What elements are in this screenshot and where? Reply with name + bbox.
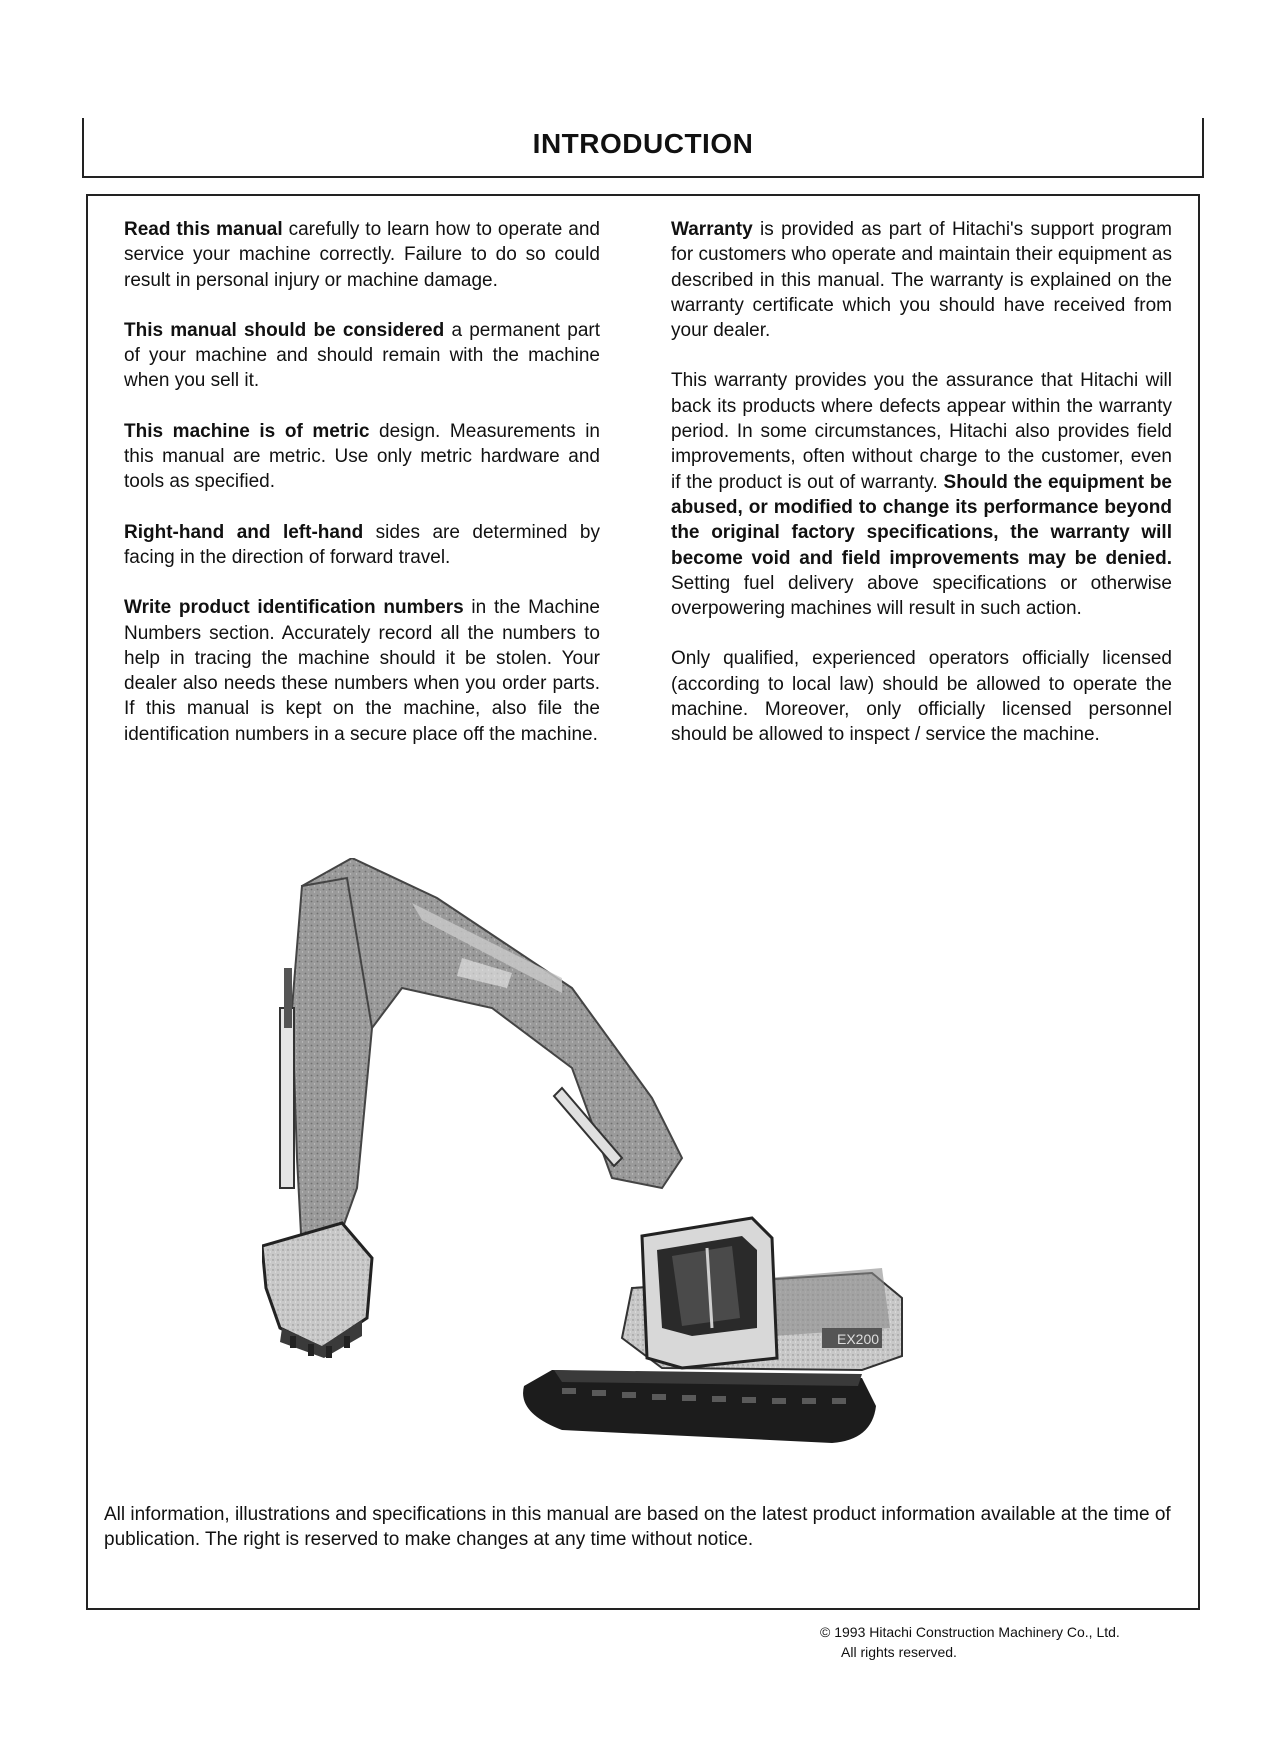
paragraph-qualified-operators: Only qualified, experienced operators officially licensed (according to local law) should be allowed to operate the machine. Moreover, only officially licensed personnel should be allowed to inspect / service the machine.: [671, 648, 1172, 746]
paragraph-warranty-assurance: This warranty provides you the assurance that Hitachi will back its products where defects appear within the warranty period. In some circumstances, Hitachi also provides field improvements, often without charge to the customer, even if the product is out of warranty. Should the equipment be abused, or modified to change its performance beyond the original factory specifications, the warranty will become void and field improvements may be denied. Setting fuel delivery above specifications or otherwise overpowering machines will result in such action.: [671, 370, 1172, 620]
paragraph-identification-numbers: Write product identification numbers in the Machine Numbers section. Accurately record all the numbers to help in tracing the machine should it be stolen. Your dealer also needs these numbers when you order parts. If this manual is kept on the machine, also file the identification numbers in a secure place off the machine.: [124, 597, 600, 745]
svg-text:EX200: EX200: [837, 1331, 880, 1347]
excavator-illustration: [262, 858, 1010, 1468]
disclaimer-footnote: All information, illustrations and specifications in this manual are based on the latest product information available at the time of publication. The right is reserved to make changes at any time without notice.: [104, 1504, 1171, 1550]
left-column: [124, 217, 600, 772]
paragraph-metric-design: This machine is of metric design. Measurements in this manual are metric. Use only metric hardware and tools as specified.: [124, 420, 600, 493]
copyright-notice: [820, 1622, 1200, 1662]
page-title: INTRODUCTION: [532, 128, 754, 159]
rights-reserved-line: All rights reserved.: [841, 1644, 957, 1660]
paragraph-permanent-part: This manual should be considered a permanent part of your machine and should remain with the machine when you sell it.: [124, 319, 601, 392]
paragraph-warranty: Warranty is provided as part of Hitachi's support program for customers who operate and maintain their equipment as described in this manual. The warranty is explained on the warranty certificate which you should have received from your dealer.: [671, 219, 1172, 342]
copyright-line: © 1993 Hitachi Construction Machinery Co., Ltd.: [820, 1624, 1120, 1640]
right-column: [671, 217, 1172, 773]
title-frame: [82, 118, 1204, 178]
paragraph-right-left-hand: Right-hand and left-hand sides are determined by facing in the direction of forward travel.: [124, 521, 600, 568]
paragraph-read-manual: Read this manual carefully to learn how to operate and service your machine correctly. Failure to do so could result in personal injury or machine damage.: [124, 219, 600, 291]
